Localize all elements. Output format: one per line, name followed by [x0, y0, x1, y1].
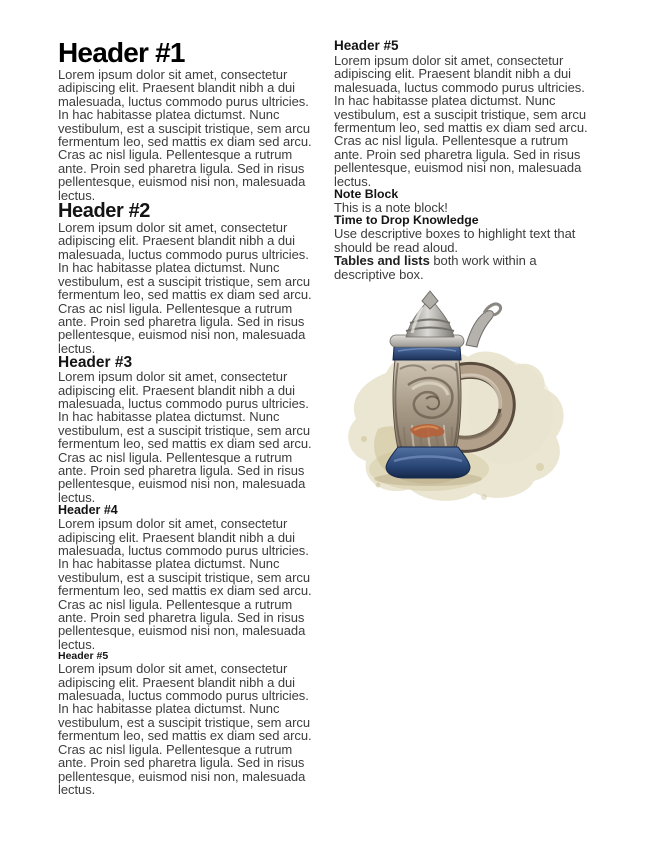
left-column — [58, 38, 320, 796]
stein-lid — [390, 291, 464, 347]
paragraph-4: Lorem ipsum dolor sit amet, consectetur adipiscing elit. Praesent blandit nibh a dui malesuada, luctus commodo purus ultricies. In hac habitasse platea dictumst. Nunc vestibulum, est a suscipit tristique, sem arcu fermentum leo, sed mattis ex diam sed arcu. Cras ac nisl ligula. Pellentesque a rutrum ante. Proin sed pharetra ligula. Sed in risus pellentesque, euismod nisi non, malesuada lectus. — [58, 516, 312, 652]
stein-blue-band — [393, 347, 461, 360]
note-block-text: This is a note block! — [334, 200, 448, 216]
header-5-right: Header #5 — [334, 38, 399, 53]
stein-body — [393, 357, 461, 450]
paragraph-5: Lorem ipsum dolor sit amet, consectetur adipiscing elit. Praesent blandit nibh a dui malesuada, luctus commodo purus ultricies. In hac habitasse platea dictumst. Nunc vestibulum, est a suscipit tristique, sem arcu fermentum leo, sed mattis ex diam sed arcu. Cras ac nisl ligula. Pellentesque a rutrum ante. Proin sed pharetra ligula. Sed in risus pellentesque, euismod nisi non, malesuada lectus. — [58, 661, 312, 797]
tables-lists-rest: both work within a descriptive box. — [334, 253, 537, 282]
paragraph-2: Lorem ipsum dolor sit amet, consectetur adipiscing elit. Praesent blandit nibh a dui malesuada, luctus commodo purus ultricies. In hac habitasse platea dictumst. Nunc vestibulum, est a suscipit tristique, sem arcu fermentum leo, sed mattis ex diam sed arcu. Cras ac nisl ligula. Pellentesque a rutrum ante. Proin sed pharetra ligula. Sed in risus pellentesque, euismod nisi non, malesuada lectus. — [58, 220, 312, 356]
tables-lists-paragraph — [334, 254, 596, 281]
paragraph-3: Lorem ipsum dolor sit amet, consectetur adipiscing elit. Praesent blandit nibh a dui malesuada, luctus commodo purus ultricies. In hac habitasse platea dictumst. Nunc vestibulum, est a suscipit tristique, sem arcu fermentum leo, sed mattis ex diam sed arcu. Cras ac nisl ligula. Pellentesque a rutrum ante. Proin sed pharetra ligula. Sed in risus pellentesque, euismod nisi non, malesuada lectus. — [58, 369, 312, 505]
knowledge-text: Use descriptive boxes to highlight text that should be read aloud. — [334, 226, 576, 255]
header-1: Header #1 — [58, 37, 185, 68]
paragraph-right: Lorem ipsum dolor sit amet, consectetur adipiscing elit. Praesent blandit nibh a dui malesuada, luctus commodo purus ultricies. In hac habitasse platea dictumst. Nunc vestibulum, est a suscipit tristique, sem arcu fermentum leo, sed mattis ex diam sed arcu. Cras ac nisl ligula. Pellentesque a rutrum ante. Proin sed pharetra ligula. Sed in risus pellentesque, euismod nisi non, malesuada lectus. — [334, 53, 588, 189]
stein-base — [386, 447, 470, 478]
beer-stein-illustration — [334, 289, 586, 507]
paragraph-1: Lorem ipsum dolor sit amet, consectetur adipiscing elit. Praesent blandit nibh a dui malesuada, luctus commodo purus ultricies. In hac habitasse platea dictumst. Nunc vestibulum, est a suscipit tristique, sem arcu fermentum leo, sed mattis ex diam sed arcu. Cras ac nisl ligula. Pellentesque a rutrum ante. Proin sed pharetra ligula. Sed in risus pellentesque, euismod nisi non, malesuada lectus. — [58, 67, 312, 203]
header-4: Header #4 — [58, 503, 118, 518]
stein-thumb-lever — [466, 304, 501, 347]
note-block-heading: Note Block — [334, 187, 399, 202]
knowledge-heading: Time to Drop Knowledge — [334, 213, 479, 228]
right-column — [334, 38, 596, 507]
header-5-left: Header #5 — [58, 650, 109, 663]
header-2: Header #2 — [58, 200, 151, 223]
tables-lists-bold: Tables and lists — [334, 253, 430, 269]
header-3: Header #3 — [58, 354, 133, 372]
